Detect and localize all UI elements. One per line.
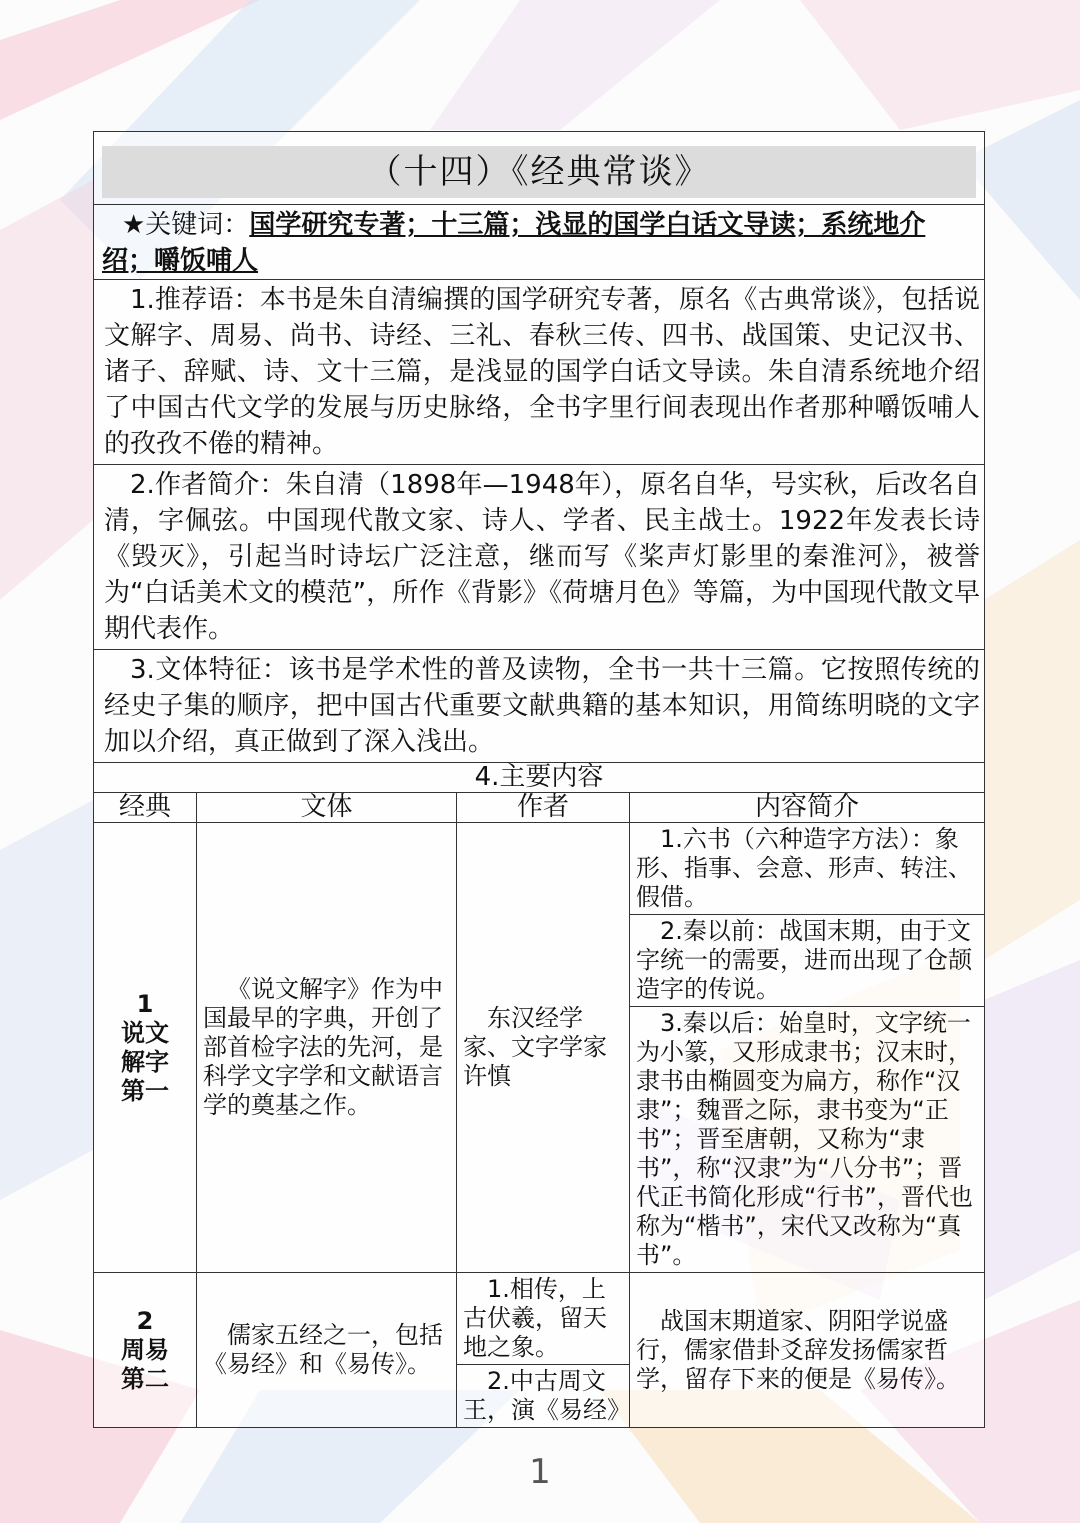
page-number: 1	[529, 1452, 551, 1492]
summary-shuowen-2: 2.秦以前：战国末期，由于文字统一的需要，进而出现了仓颉造字的传说。	[630, 915, 985, 1007]
keywords-value: 国学研究专著；十三篇；浅显的国学白话文导读；系统地介绍；嚼饭哺人	[102, 210, 926, 276]
study-sheet	[93, 131, 984, 1428]
style-shuowen: 《说文解字》作为中国最早的字典，开创了部首检字法的先河，是科学文字学和文献语言学的奠基之作。	[197, 823, 457, 1273]
author-intro-paragraph: 2.作者简介：朱自清（1898年—1948年），原名自华，号实秋，后改名自清，字佩弦。中国现代散文家、诗人、学者、民主战士。1922年发表长诗《毁灭》，引起当时诗坛广泛注意，继而写《桨声灯影里的秦淮河》，被誉为“白话美术文的模范”，所作《背影》《荷塘月色》等篇，为中国现代散文早期代表作。	[94, 465, 985, 650]
author-shuowen: 东汉经学家、文字学家许慎	[457, 823, 630, 1273]
recommendation-paragraph: 1.推荐语：本书是朱自清编撰的国学研究专著，原名《古典常谈》，包括说文解字、周易、尚书、诗经、三礼、春秋三传、四书、战国策、史记汉书、诸子、辞赋、诗、文十三篇，是浅显的国学白话文导读。朱自清系统地介绍了中国古代文学的发展与历史脉络，全书字里行间表现出作者那种嚼饭哺人的孜孜不倦的精神。	[94, 280, 985, 465]
keywords-row	[94, 205, 985, 280]
summary-shuowen-3: 3.秦以后：始皇时，文字统一为小篆，又形成隶书；汉末时，隶书由椭圆变为扁方，称作“汉隶”；魏晋之际，隶书变为“正书”；晋至唐朝，又称为“隶书”，称“汉隶”为“八分书”；晋代正书简化形成“行书”，晋代也称为“楷书”，宋代又改称为“真书”。	[630, 1007, 985, 1273]
style-feature-paragraph: 3.文体特征：该书是学术性的普及读物，全书一共十三篇。它按照传统的经史子集的顺序，把中国古代重要文献典籍的基本知识，用简练明晓的文字加以介绍，真正做到了深入浅出。	[94, 650, 985, 763]
column-header-classic: 经典	[94, 793, 197, 823]
main-content-heading: 4.主要内容	[94, 763, 985, 793]
classic-shuowen: 1 说文 解字 第一	[94, 823, 197, 1273]
column-header-author: 作者	[457, 793, 630, 823]
column-header-style: 文体	[197, 793, 457, 823]
summary-shuowen-1: 1.六书（六种造字方法）：象形、指事、会意、形声、转注、假借。	[630, 823, 985, 915]
summary-zhouyi: 战国末期道家、阴阳学说盛行，儒家借卦爻辞发扬儒家哲学，留存下来的便是《易传》。	[630, 1273, 985, 1428]
page-title: （十四）《经典常谈》	[102, 146, 976, 198]
notes-table	[93, 131, 985, 1428]
title-cell	[94, 132, 985, 205]
keywords-label: ★关键词：	[122, 210, 250, 240]
author-zhouyi-1: 1.相传，上古伏羲，留天地之象。	[457, 1273, 630, 1365]
column-header-summary: 内容简介	[630, 793, 985, 823]
classic-zhouyi: 2 周易 第二	[94, 1273, 197, 1428]
style-zhouyi: 儒家五经之一，包括《易经》和《易传》。	[197, 1273, 457, 1428]
author-zhouyi-2: 2.中古周文王，演《易经》	[457, 1365, 630, 1428]
